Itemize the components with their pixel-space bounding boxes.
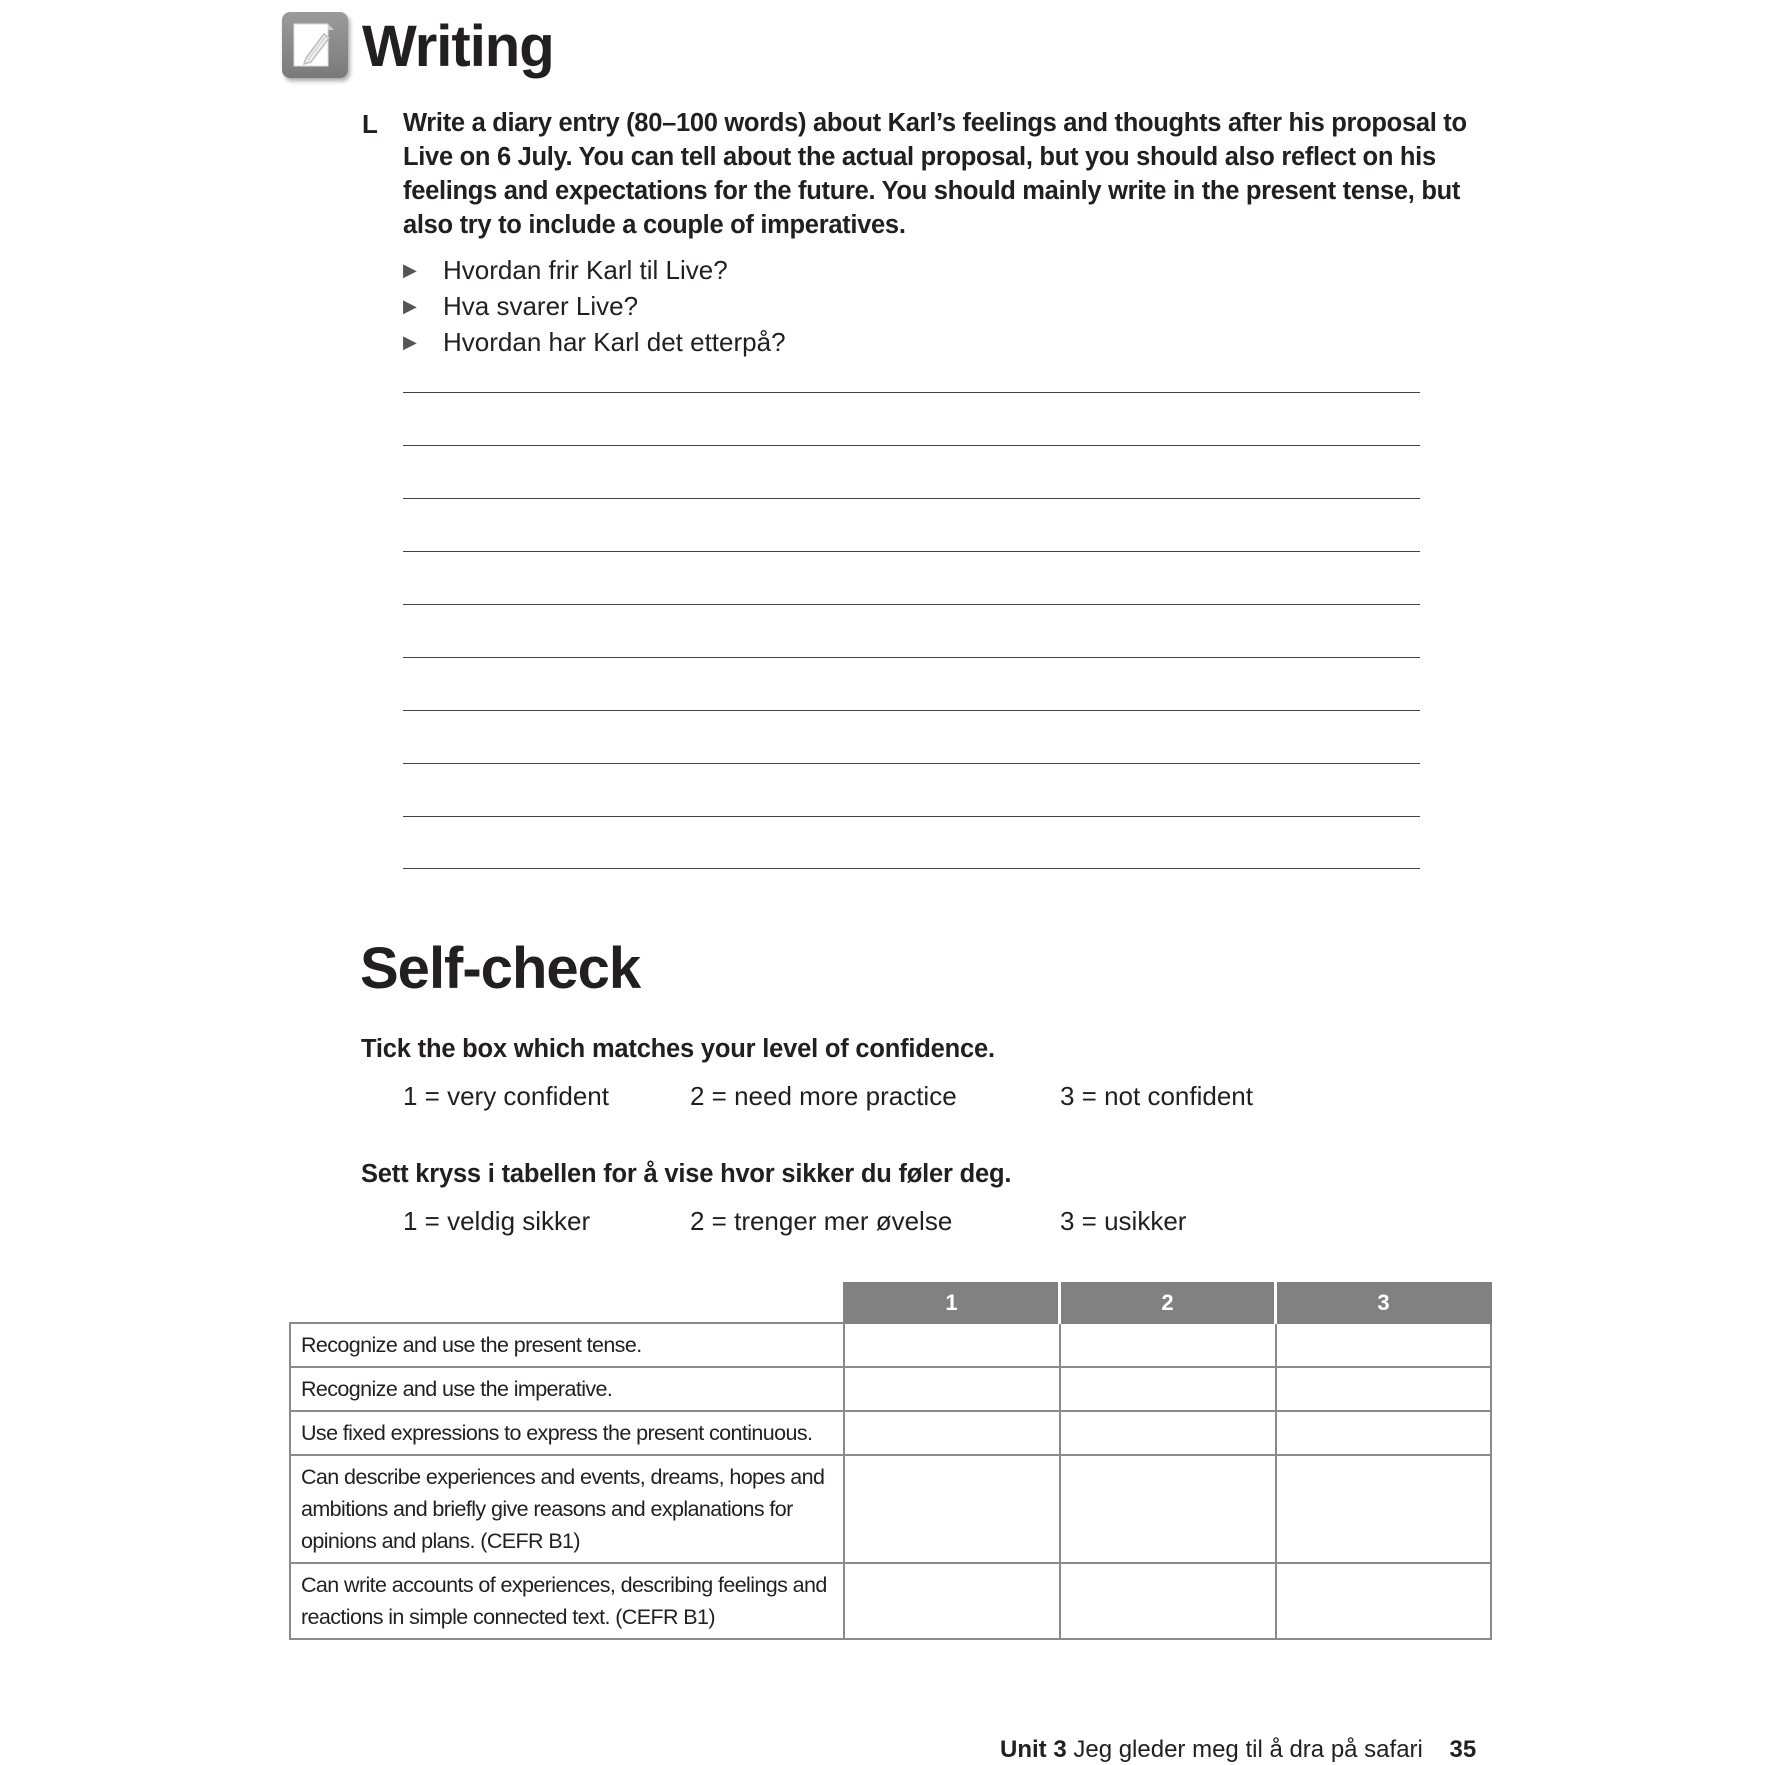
tick-box-3[interactable] [1276, 1455, 1492, 1563]
statement-cell: Recognize and use the present tense. [290, 1323, 844, 1367]
tick-box-2[interactable] [1060, 1323, 1276, 1367]
answer-line[interactable] [403, 498, 1420, 499]
page-number: 35 [1449, 1736, 1477, 1763]
answer-line[interactable] [403, 551, 1420, 552]
tick-box-1[interactable] [844, 1323, 1060, 1367]
scale-item-en-3: 3 = not confident [1060, 1081, 1253, 1111]
column-header-3: 3 [1276, 1283, 1492, 1323]
prompt-text: Hvordan frir Karl til Live? [443, 254, 728, 285]
statement-cell: Use fixed expressions to express the present continuous. [290, 1411, 844, 1455]
tick-box-2[interactable] [1060, 1455, 1276, 1563]
tick-box-3[interactable] [1276, 1411, 1492, 1455]
answer-line[interactable] [403, 445, 1420, 446]
tick-box-1[interactable] [844, 1563, 1060, 1639]
footer-unit-title: Jeg gleder meg til å dra på safari [1073, 1736, 1423, 1763]
page-footer [1000, 1736, 1476, 1764]
scale-item-en-2: 2 = need more practice [690, 1081, 957, 1111]
prompt-item [403, 288, 786, 324]
tick-box-2[interactable] [1060, 1367, 1276, 1411]
table-row [290, 1455, 1491, 1563]
statement-cell: Recognize and use the imperative. [290, 1367, 844, 1411]
table-header-row [290, 1283, 1491, 1323]
table-row [290, 1411, 1491, 1455]
prompt-text: Hva svarer Live? [443, 290, 639, 321]
column-header-1: 1 [844, 1283, 1060, 1323]
table-row [290, 1367, 1491, 1411]
scale-item-no-2: 2 = trenger mer øvelse [690, 1206, 953, 1236]
prompt-item [403, 252, 786, 288]
table-row [290, 1563, 1491, 1639]
task-instructions: Write a diary entry (80–100 words) about Karl’s feelings and thoughts after his proposal to Live on 6 July. You can tell about the actual proposal, but you should also reflect on his feelings and expectations for the future. You should mainly write in the present tense, but also try to include a couple of imperatives. [403, 109, 1467, 239]
scale-item-no-1: 1 = veldig sikker [403, 1206, 591, 1236]
tick-box-3[interactable] [1276, 1367, 1492, 1411]
triangle-bullet-icon: ▶ [403, 331, 417, 352]
triangle-bullet-icon: ▶ [403, 295, 417, 316]
tick-box-1[interactable] [844, 1367, 1060, 1411]
footer-unit-label: Unit 3 [1000, 1736, 1067, 1763]
tick-box-1[interactable] [844, 1411, 1060, 1455]
tick-box-1[interactable] [844, 1455, 1060, 1563]
scale-item-no-3: 3 = usikker [1060, 1206, 1187, 1236]
table-header-blank [290, 1283, 844, 1323]
tick-box-3[interactable] [1276, 1323, 1492, 1367]
scale-item-en-1: 1 = very confident [403, 1081, 609, 1111]
answer-line[interactable] [403, 763, 1420, 764]
prompt-text: Hvordan har Karl det etterpå? [443, 326, 786, 357]
answer-line[interactable] [403, 657, 1420, 658]
statement-cell: Can write accounts of experiences, describing feelings and reactions in simple connected text. (CEFR B1) [290, 1563, 844, 1639]
column-header-2: 2 [1060, 1283, 1276, 1323]
prompt-item [403, 324, 786, 360]
statement-cell: Can describe experiences and events, dreams, hopes and ambitions and briefly give reasons and explanations for opinions and plans. (CEFR B1) [290, 1455, 844, 1563]
answer-line[interactable] [403, 710, 1420, 711]
section-title-selfcheck: Self-check [360, 936, 641, 1001]
answer-line[interactable] [403, 816, 1420, 817]
answer-line[interactable] [403, 868, 1420, 869]
writing-icon [282, 12, 348, 78]
triangle-bullet-icon: ▶ [403, 259, 417, 280]
tick-box-2[interactable] [1060, 1411, 1276, 1455]
prompt-list [403, 252, 786, 360]
tick-box-2[interactable] [1060, 1563, 1276, 1639]
tick-box-3[interactable] [1276, 1563, 1492, 1639]
confidence-instruction-no: Sett kryss i tabellen for å vise hvor sikker du føler deg. [361, 1160, 1012, 1188]
selfcheck-table [289, 1282, 1492, 1640]
task-letter: L [362, 109, 378, 139]
answer-line[interactable] [403, 604, 1420, 605]
answer-line[interactable] [403, 392, 1420, 393]
section-title-writing: Writing [362, 14, 554, 79]
table-row [290, 1323, 1491, 1367]
confidence-instruction-en: Tick the box which matches your level of confidence. [361, 1035, 995, 1063]
